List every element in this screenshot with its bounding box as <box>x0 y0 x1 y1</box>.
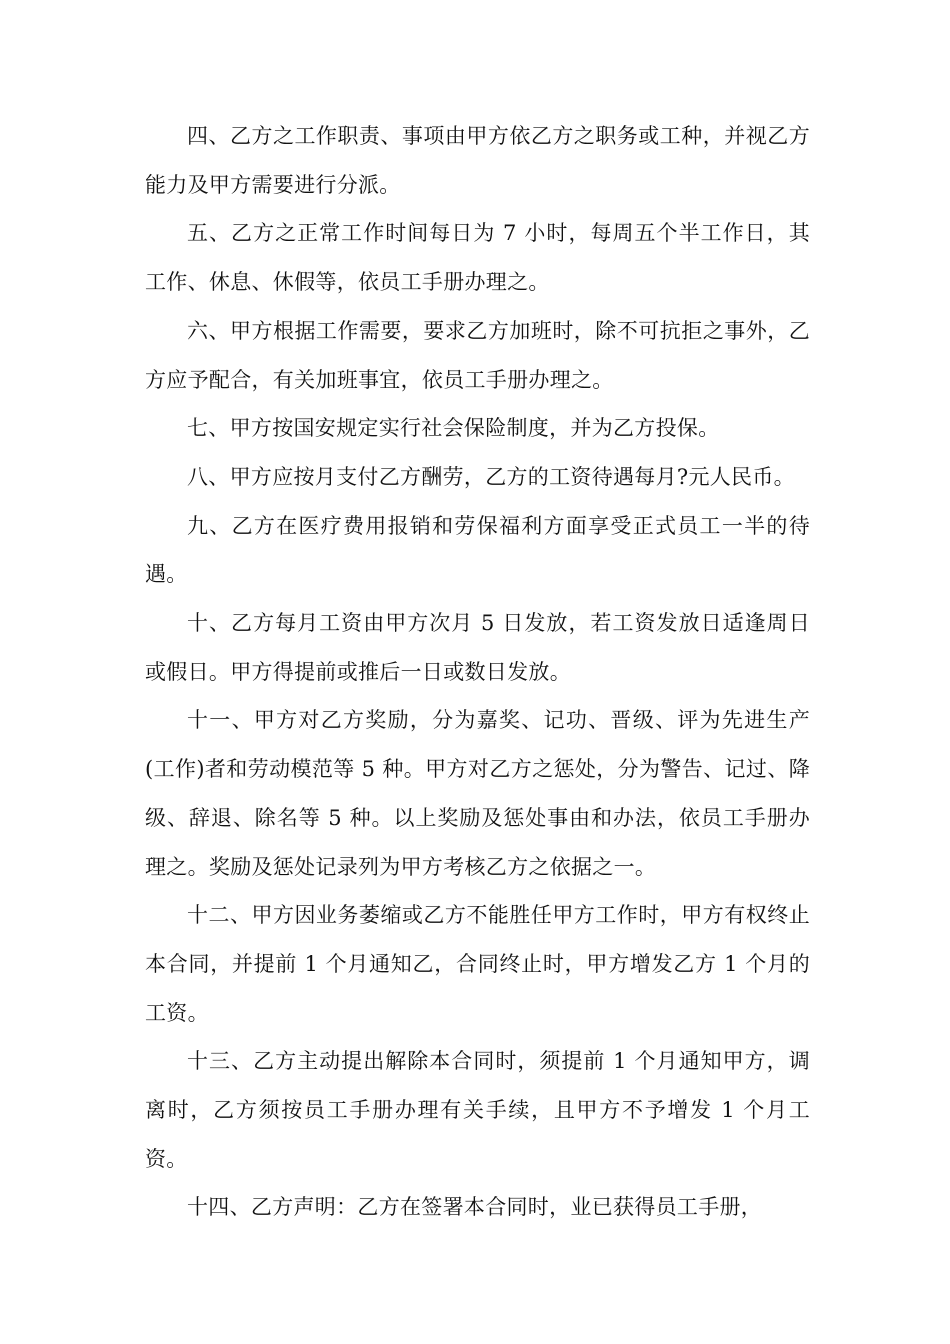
clause-7: 七、甲方按国安规定实行社会保险制度，并为乙方投保。 <box>187 416 720 441</box>
clause-5: 五、乙方之正常工作时间每日为 7 小时，每周五个半工作日，其工作、休息、休假等，依员工手册办理之。 <box>145 221 810 295</box>
document-page <box>145 112 810 1232</box>
clause-13: 十三、乙方主动提出解除本合同时，须提前 1 个月通知甲方，调离时，乙方须按员工手册办理有关手续，且甲方不予增发 1 个月工资。 <box>145 1049 810 1171</box>
clause-8: 八、甲方应按月支付乙方酬劳，乙方的工资待遇每月?元人民币。 <box>187 464 795 489</box>
clause-14: 十四、乙方声明：乙方在签署本合同时，业已获得员工手册， <box>187 1195 763 1220</box>
clause-6: 六、甲方根据工作需要，要求乙方加班时，除不可抗拒之事外，乙方应予配合，有关加班事宜，依员工手册办理之。 <box>145 318 810 392</box>
clause-9: 九、乙方在医疗费用报销和劳保福利方面享受正式员工一半的待遇。 <box>145 513 810 587</box>
clause-12: 十二、甲方因业务萎缩或乙方不能胜任甲方工作时，甲方有权终止本合同，并提前 1 个月通知乙，合同终止时，甲方增发乙方 1 个月的工资。 <box>145 903 810 1025</box>
clause-10: 十、乙方每月工资由甲方次月 5 日发放，若工资发放日适逢周日或假日。甲方得提前或推后一日或数日发放。 <box>145 611 810 684</box>
clause-11: 十一、甲方对乙方奖励，分为嘉奖、记功、晋级、评为先进生产(工作)者和劳动模范等 5 种。甲方对乙方之惩处，分为警告、记过、降级、辞退、除名等 5 种。以上奖励及惩处事由和办法，依员工手册办理之。奖励及惩处记录列为甲方考核乙方之依据之一。 <box>145 708 810 879</box>
clause-4: 四、乙方之工作职责、事项由甲方依乙方之职务或工种，并视乙方能力及甲方需要进行分派。 <box>145 124 810 197</box>
